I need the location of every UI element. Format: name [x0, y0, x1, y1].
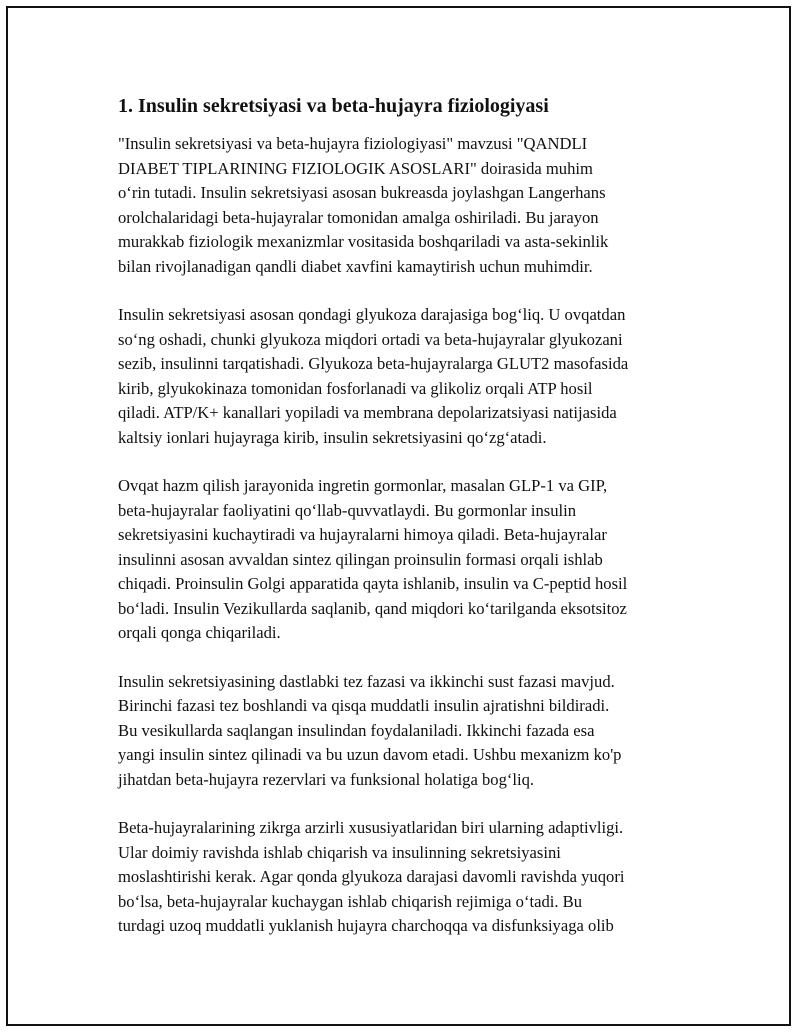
document-body	[118, 92, 702, 963]
text-line: chiqadi. Proinsulin Golgi apparatida qayta ishlanib, insulin va C-peptid hosil	[118, 574, 628, 593]
text-line: turdagi uzoq muddatli yuklanish hujayra charchoqqa va disfunksiyaga olib	[118, 916, 614, 935]
text-line: DIABET TIPLARINING FIZIOLOGIK ASOSLARI" doirasida muhim	[118, 158, 593, 178]
text-line: kaltsiy ionlari hujayraga kirib, insulin sekretsiyasini qo‘zg‘atadi.	[118, 427, 547, 447]
text-line: Insulin sekretsiyasi asosan qondagi glyukoza darajasiga bog‘liq. U ovqatdan	[118, 305, 626, 324]
text-line: qiladi. ATP/K+ kanallari yopiladi va membrana depolarizatsiyasi natijasida	[118, 403, 617, 422]
text-line: insulinni asosan avvaldan sintez qilingan proinsulin formasi orqali ishlab	[118, 549, 603, 569]
text-line: sekretsiyasini kuchaytiradi va hujayralarni himoya qiladi. Beta-hujayralar	[118, 525, 607, 544]
paragraph	[118, 132, 702, 279]
text-line: beta-hujayralar faoliyatini qo‘llab-quvvatlaydi. Bu gormonlar insulin	[118, 500, 577, 520]
text-line: orolchalaridagi beta-hujayralar tomonidan amalga oshiriladi. Bu jarayon	[118, 207, 599, 227]
section-heading: 1. Insulin sekretsiyasi va beta-hujayra fiziologiyasi	[118, 95, 549, 117]
paragraph	[118, 670, 702, 793]
text-line: o‘rin tutadi. Insulin sekretsiyasi asosan bukreasda joylashgan Langerhans	[118, 183, 606, 202]
text-line: bilan rivojlanadigan qandli diabet xavfini kamaytirish uchun muhimdir.	[118, 256, 593, 276]
text-line: yangi insulin sintez qilinadi va bu uzun davom etadi. Ushbu mexanizm ko'p	[118, 745, 622, 764]
paragraph	[118, 303, 702, 450]
paragraph	[118, 474, 702, 646]
text-line: so‘ng oshadi, chunki glyukoza miqdori ortadi va beta-hujayralar glyukozani	[118, 329, 623, 349]
text-line: bo‘lsa, beta-hujayralar kuchaygan ishlab chiqarish rejimiga o‘tadi. Bu	[118, 891, 583, 911]
text-line: Ovqat hazm qilish jarayonida ingretin gormonlar, masalan GLP-1 va GIP,	[118, 476, 608, 495]
text-line: kirib, glyukokinaza tomonidan fosforlanadi va glikoliz orqali ATP hosil	[118, 378, 593, 398]
text-line: jihatdan beta-hujayra rezervlari va funksional holatiga bog‘liq.	[118, 769, 535, 789]
text-line: bo‘ladi. Insulin Vezikullarda saqlanib, qand miqdori ko‘tarilganda eksotsitoz	[118, 598, 627, 618]
text-line: "Insulin sekretsiyasi va beta-hujayra fiziologiyasi" mavzusi "QANDLI	[118, 134, 588, 153]
text-line: Bu vesikullarda saqlangan insulindan foydalaniladi. Ikkinchi fazada esa	[118, 720, 595, 740]
paragraph	[118, 816, 702, 939]
text-line: Birinchi fazasi tez boshlandi va qisqa muddatli insulin ajratishni bildiradi.	[118, 696, 610, 715]
text-line: moslashtirishi kerak. Agar qonda glyukoza darajasi davomli ravishda yuqori	[118, 867, 625, 886]
text-line: murakkab fiziologik mexanizmlar vositasida boshqariladi va asta-sekinlik	[118, 232, 609, 251]
text-line: sezib, insulinni tarqatishadi. Glyukoza beta-hujayralarga GLUT2 masofasida	[118, 354, 629, 373]
text-line: orqali qonga chiqariladi.	[118, 623, 281, 642]
text-line: Ular doimiy ravishda ishlab chiqarish va insulinning sekretsiyasini	[118, 842, 561, 862]
text-line: Insulin sekretsiyasining dastlabki tez fazasi va ikkinchi sust fazasi mavjud.	[118, 671, 615, 691]
text-line: Beta-hujayralarining zikrga arzirli xususiyatlaridan biri ularning adaptivligi.	[118, 818, 624, 837]
